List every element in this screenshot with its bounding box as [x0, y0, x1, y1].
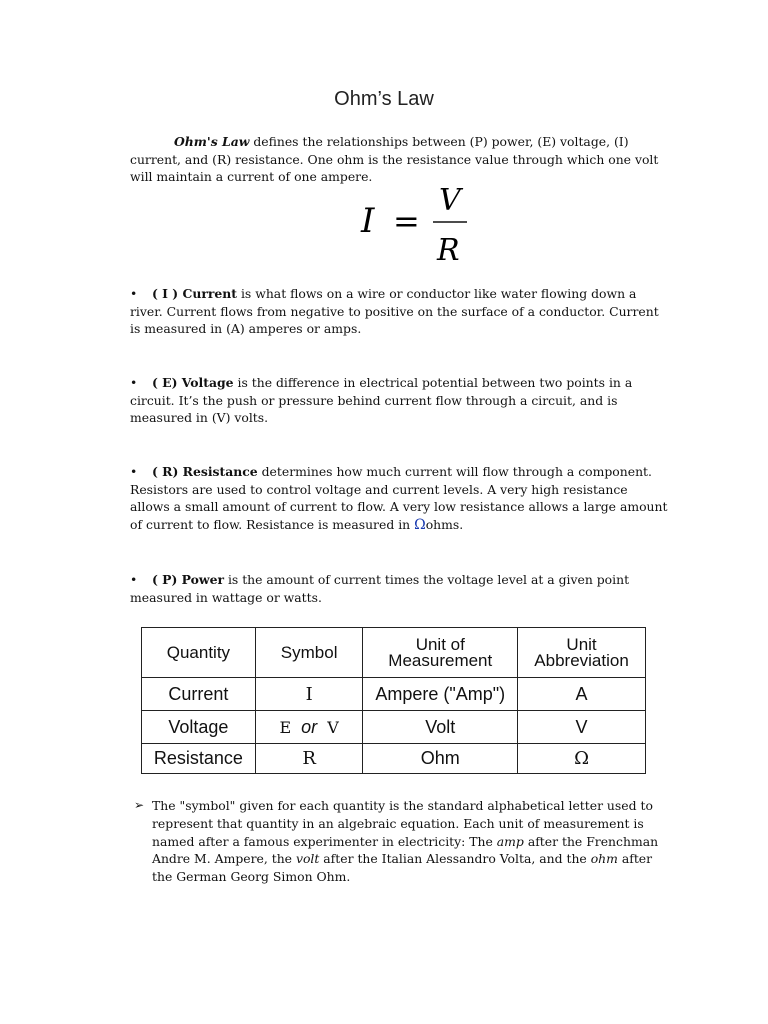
intro-paragraph	[130, 133, 670, 186]
note-amp: amp	[496, 833, 524, 849]
note-paragraph	[152, 797, 672, 886]
bullet-dot: •	[130, 464, 138, 479]
note-ohm: ohm	[590, 851, 618, 867]
cell-abbreviation: V	[518, 711, 646, 744]
bullet-term: Power	[181, 572, 224, 587]
header-symbol: Symbol	[255, 628, 363, 678]
bullet-text: is the amount of current times the voltage level at a given point measured in wattage or watts.	[130, 572, 630, 605]
bullet-tail: ohms.	[425, 516, 464, 532]
intro-term: Ohm's Law	[174, 134, 250, 149]
table-header-row	[142, 628, 646, 678]
note-text: after the Italian Alessandro Volta, and the	[319, 851, 591, 867]
bullet-term: Voltage	[181, 375, 234, 390]
header-abbreviation-text: Unit Abbreviation	[534, 634, 629, 670]
bullet-symbol: ( R)	[152, 464, 183, 479]
intro-text: defines the relationships between (P) power, (E) voltage, (I) current, and (R) resistance. One ohm is the resistance value through which one volt will maintain a current of one ampere.	[130, 134, 659, 185]
symbol-e: E	[279, 717, 292, 737]
bullet-voltage	[130, 374, 670, 427]
cell-abbreviation: A	[518, 678, 646, 711]
cell-symbol: I	[255, 678, 363, 711]
note-volt: volt	[295, 851, 320, 867]
bullet-resistance	[130, 463, 670, 534]
bullet-term: Resistance	[182, 464, 258, 479]
cell-symbol: R	[255, 744, 363, 774]
bullet-power	[130, 571, 670, 606]
note-text: after the German Georg Simon Ohm.	[152, 851, 653, 885]
header-quantity: Quantity	[142, 628, 256, 678]
bullet-term: Current	[182, 286, 238, 301]
cell-abbreviation: Ω	[518, 744, 646, 774]
table-row	[142, 678, 646, 711]
cell-quantity: Voltage	[142, 711, 256, 744]
bullet-symbol: ( P)	[152, 572, 182, 587]
header-abbreviation	[518, 628, 646, 678]
cell-symbol	[255, 711, 363, 744]
note-text: after the Frenchman Andre M. Ampere, the	[152, 833, 659, 867]
bullet-symbol: ( E)	[152, 375, 182, 390]
bullet-text: is the difference in electrical potential between two points in a circuit. It’s the push or pressure behind current flow through a circuit, and is measured in (V) volts.	[130, 375, 633, 426]
header-unit	[363, 628, 518, 678]
ohms-law-formula	[355, 180, 475, 268]
bullet-dot: •	[130, 375, 138, 390]
table-row	[142, 711, 646, 744]
table-row	[142, 744, 646, 774]
formula-equals: =	[393, 202, 420, 240]
header-unit-text: Unit of Measurement	[388, 634, 493, 670]
bullet-text: determines how much current will flow through a component. Resistors are used to control voltage and current levels. A very high resistance allows a small amount of current to flow. A very low resistance allows a large amount of current to flow. Resistance is measured in	[130, 464, 668, 532]
page-title: Ohm’s Law	[334, 88, 434, 110]
omega-symbol: Ω	[414, 516, 426, 533]
cell-quantity: Current	[142, 678, 256, 711]
units-table	[141, 627, 646, 774]
bullet-dot: •	[130, 572, 138, 587]
cell-unit: Ampere ("Amp")	[363, 678, 518, 711]
note-text: The "symbol" given for each quantity is the standard alphabetical letter used to represent that quantity in an algebraic equation. Each unit of measurement is named after a famous experimenter in electricity: The	[152, 798, 653, 849]
cell-unit: Volt	[363, 711, 518, 744]
formula-lhs: I	[361, 201, 375, 241]
cell-quantity: Resistance	[142, 744, 256, 774]
bullet-text: is what flows on a wire or conductor like water flowing down a river. Current flows from negative to positive on the surface of a conductor. Current is measured in (A) amperes or amps.	[130, 286, 659, 337]
symbol-v: V	[327, 717, 339, 737]
bullet-current	[130, 285, 670, 338]
formula-denominator: R	[437, 233, 460, 268]
symbol-or: or	[301, 716, 318, 737]
bullet-dot: •	[130, 286, 138, 301]
cell-unit: Ohm	[363, 744, 518, 774]
bullet-symbol: ( I )	[152, 286, 183, 301]
arrow-bullet-icon: ➢	[134, 798, 145, 812]
formula-numerator: V	[439, 183, 461, 218]
